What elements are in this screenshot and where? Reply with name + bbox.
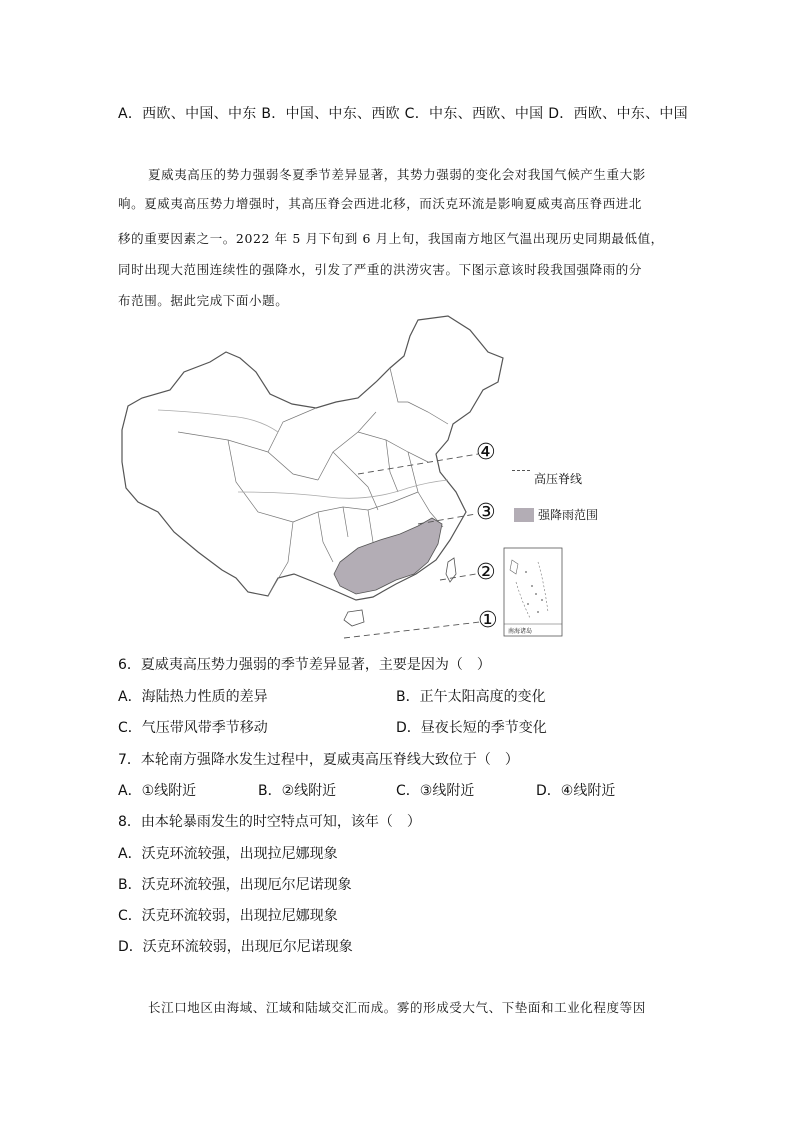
ridge-legend-label: 高压脊线	[534, 472, 583, 486]
map-svg	[118, 312, 578, 642]
passage-line-3: 移的重要因素之一。2022 年 5 月下旬到 6 月上旬，我国南方地区气温出现历史同期最低值，	[118, 231, 664, 246]
rain-legend-label: 强降雨范围	[538, 508, 599, 522]
q6-option-b[interactable]: B．正午太阳高度的变化	[396, 689, 546, 705]
q7-option-c[interactable]: C．③线附近	[396, 783, 475, 799]
prev-question-options: A．西欧、中国、中东 B．中国、中东、西欧 C．中东、西欧、中国 D．西欧、中东、中国	[118, 106, 688, 122]
ridge-line-2	[440, 574, 476, 580]
ridge-legend-swatch	[512, 470, 530, 471]
q6-option-d[interactable]: D．昼夜长短的季节变化	[396, 720, 547, 736]
china-rainfall-map	[118, 312, 599, 642]
inset-label: 南海诸岛	[508, 628, 533, 635]
q6-option-c[interactable]: C．气压带风带季节移动	[118, 720, 268, 736]
q8-option-d[interactable]: D．沃克环流较弱，出现厄尔尼诺现象	[118, 939, 353, 955]
marker-2: ②	[476, 560, 496, 585]
passage2-line-1: 长江口地区由海域、江域和陆域交汇而成。雾的形成受大气、下垫面和工业化程度等因	[148, 1000, 646, 1015]
q8-option-c[interactable]: C．沃克环流较弱，出现拉尼娜现象	[118, 908, 338, 924]
marker-1: ①	[478, 608, 498, 633]
q8-option-b[interactable]: B．沃克环流较强，出现厄尔尼诺现象	[118, 877, 352, 893]
q7-option-d[interactable]: D．④线附近	[536, 783, 616, 799]
passage-line-5: 布范围。据此完成下面小题。	[118, 293, 289, 308]
q6-option-a[interactable]: A．海陆热力性质的差异	[118, 689, 268, 705]
q8-stem: 8．由本轮暴雨发生的时空特点可知，该年（ ）	[118, 814, 421, 830]
q7-stem: 7．本轮南方强降水发生过程中，夏威夷高压脊线大致位于（ ）	[118, 752, 519, 768]
q7-option-a[interactable]: A．①线附近	[118, 783, 197, 799]
marker-3: ③	[476, 500, 496, 525]
passage-line-4: 同时出现大范围连续性的强降水，引发了严重的洪涝灾害。下图示意该时段我国强降雨的分	[118, 262, 643, 277]
china-outline	[122, 316, 503, 600]
marker-4: ④	[476, 440, 496, 465]
q6-stem: 6．夏威夷高压势力强弱的季节差异显著，主要是因为（ ）	[118, 657, 491, 673]
hainan	[344, 610, 364, 626]
q7-option-b[interactable]: B．②线附近	[258, 783, 337, 799]
passage-line-2: 响。夏威夷高压势力增强时，其高压脊会西进北移，而沃克环流是影响夏威夷高压脊西进北	[118, 196, 643, 211]
ridge-line-1	[344, 622, 480, 638]
passage-line-1: 夏威夷高压的势力强弱冬夏季节差异显著，其势力强弱的变化会对我国气候产生重大影	[148, 167, 646, 182]
rain-legend-swatch	[514, 508, 534, 522]
q8-option-a[interactable]: A．沃克环流较强，出现拉尼娜现象	[118, 846, 338, 862]
